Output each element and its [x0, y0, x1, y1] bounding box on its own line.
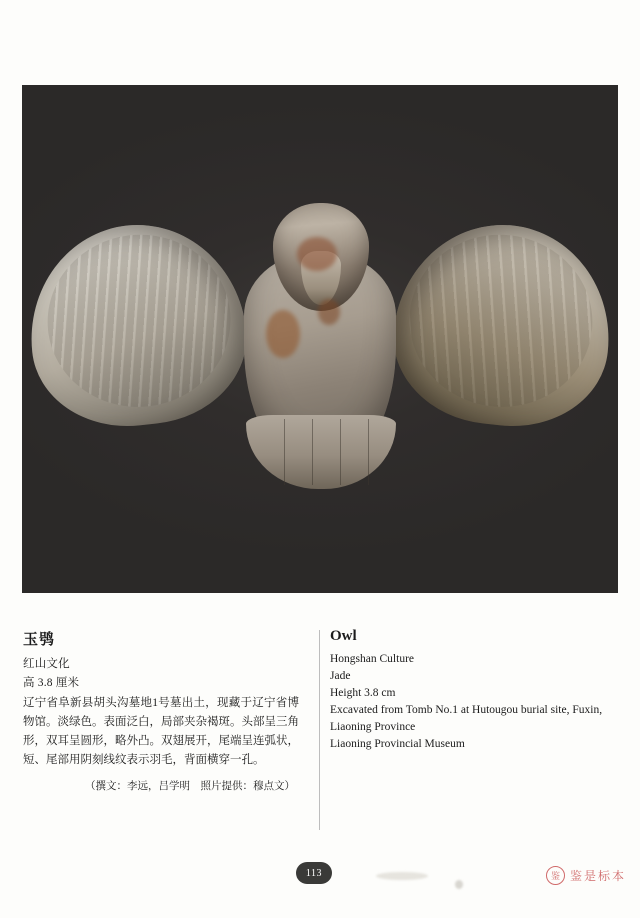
provenance-en-line2: Liaoning Province: [330, 721, 416, 733]
watermark-badge-icon: 鉴: [546, 866, 565, 885]
surface-stain-2: [266, 310, 300, 358]
dimension-cn: 高 3.8 厘米: [23, 677, 80, 689]
credit-line-cn: （撰文：李远，吕学明 照片提供：穆点文）: [85, 781, 295, 792]
plate-photo: [22, 85, 618, 593]
jade-owl-artifact: [22, 85, 618, 593]
tail-incision-2: [312, 419, 313, 485]
watermark: [546, 866, 626, 885]
material-en: Jade: [330, 670, 351, 682]
tail-incision-4: [368, 419, 369, 485]
page-artifact-smudge-1: [376, 872, 428, 880]
owl-left-wing: [22, 214, 255, 435]
surface-stain-3: [318, 299, 340, 325]
dimension-en: Height 3.8 cm: [330, 687, 396, 699]
surface-stain-1: [297, 237, 337, 271]
description-cn: 辽宁省阜新县胡头沟墓地1号墓出土，现藏于辽宁省博物馆。淡绿色。表面泛白，局部夹杂褐斑。头部呈三角形，双耳呈圆形，略外凸。双翅展开，尾端呈连弧状，短、尾部用阴刻线纹表示羽毛，背面横穿一孔。: [23, 697, 299, 766]
culture-en: Hongshan Culture: [330, 653, 415, 665]
provenance-en-line1: Excavated from Tomb No.1 at Hutougou burial site, Fuxin,: [330, 704, 603, 716]
watermark-label: 鉴是标本: [569, 869, 626, 883]
owl-right-wing: [385, 214, 618, 435]
caption-english: [330, 628, 610, 753]
collection-en: Liaoning Provincial Museum: [330, 738, 465, 750]
tail-incision-3: [340, 419, 341, 485]
tail-incision-1: [284, 419, 285, 485]
owl-tail: [246, 415, 396, 489]
caption-chinese: [23, 628, 299, 796]
artifact-title-cn: 玉鸮: [23, 632, 56, 648]
column-divider: [319, 630, 320, 830]
artifact-title-en: Owl: [330, 628, 357, 644]
page-artifact-smudge-2: [455, 880, 463, 889]
culture-cn: 红山文化: [23, 658, 70, 670]
page-number: 113: [296, 862, 332, 884]
